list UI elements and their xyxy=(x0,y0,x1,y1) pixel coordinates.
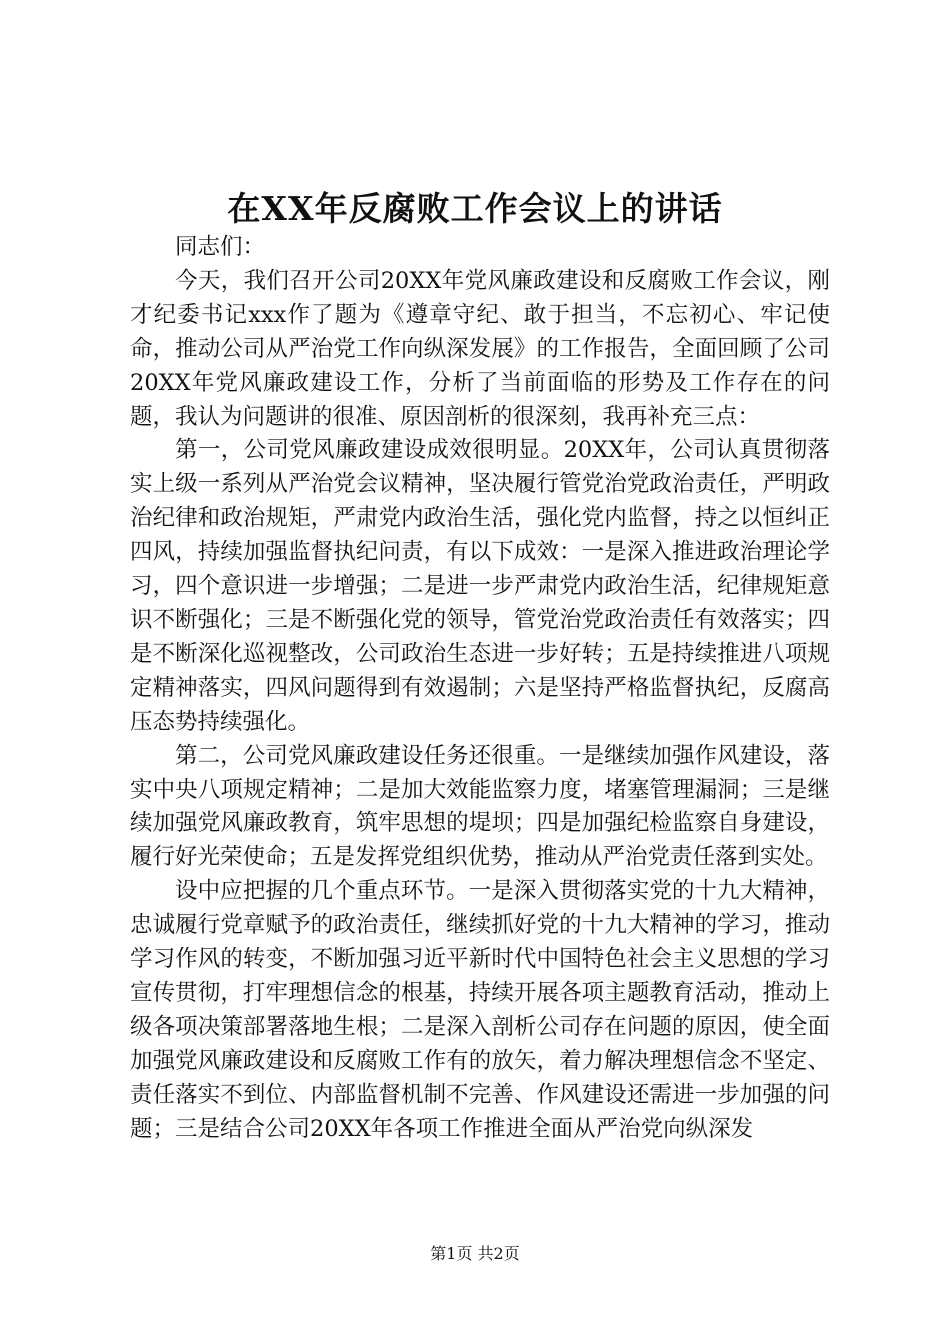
greeting-paragraph: 同志们： xyxy=(175,234,266,260)
document-body xyxy=(130,231,830,1146)
page-number-footer: 第1页 共2页 xyxy=(430,1244,520,1263)
body-paragraph-second-point: 第二，公司党风廉政建设任务还很重。一是继续加强作风建设，落实中央八项规定精神；二是加大效能监察力度，堵塞管理漏洞；三是继续加强党风廉政教育，筑牢思想的堤坝；四是加强纪检监察自身建设，履行好光荣使命；五是发挥党组织优势，推动从严治党责任落到实处。 xyxy=(130,742,830,871)
body-paragraph-first-point: 第一，公司党风廉政建设成效很明显。20XX年，公司认真贯彻落实上级一系列从严治党会议精神，坚决履行管党治党政治责任，严明政治纪律和政治规矩，严肃党内政治生活，强化党内监督，持之以恒纠正四风，持续加强监督执纪问责，有以下成效：一是深入推进政治理论学习，四个意识进一步增强；二是进一步严肃党内政治生活，纪律规矩意识不断强化；三是不断强化党的领导，管党治党政治责任有效落实；四是不断深化巡视整改，公司政治生态进一步好转；五是持续推进八项规定精神落实，四风问题得到有效遏制；六是坚持严格监督执纪，反腐高压态势持续强化。 xyxy=(130,437,830,735)
body-paragraph-intro: 今天，我们召开公司20XX年党风廉政建设和反腐败工作会议，刚才纪委书记xxx作了题为《遵章守纪、敢于担当，不忘初心、牢记使命，推动公司从严治党工作向纵深发展》的工作报告，全面回顾了公司20XX年党风廉政建设工作，分析了当前面临的形势及工作存在的问题，我认为问题讲的很准、原因剖析的很深刻，我再补充三点： xyxy=(130,267,830,430)
document-title: 在XX年反腐败工作会议上的讲话 xyxy=(227,189,723,228)
body-paragraph-key-links: 设中应把握的几个重点环节。一是深入贯彻落实党的十九大精神，忠诚履行党章赋予的政治责任，继续抓好党的十九大精神的学习，推动学习作风的转变，不断加强习近平新时代中国特色社会主义思想的学习宣传贯彻，打牢理想信念的根基，持续开展各项主题教育活动，推动上级各项决策部署落地生根；二是深入剖析公司存在问题的原因，使全面加强党风廉政建设和反腐败工作有的放矢，着力解决理想信念不坚定、责任落实不到位、内部监督机制不完善、作风建设还需进一步加强的问题；三是结合公司20XX年各项工作推进全面从严治党向纵深发 xyxy=(130,878,830,1142)
